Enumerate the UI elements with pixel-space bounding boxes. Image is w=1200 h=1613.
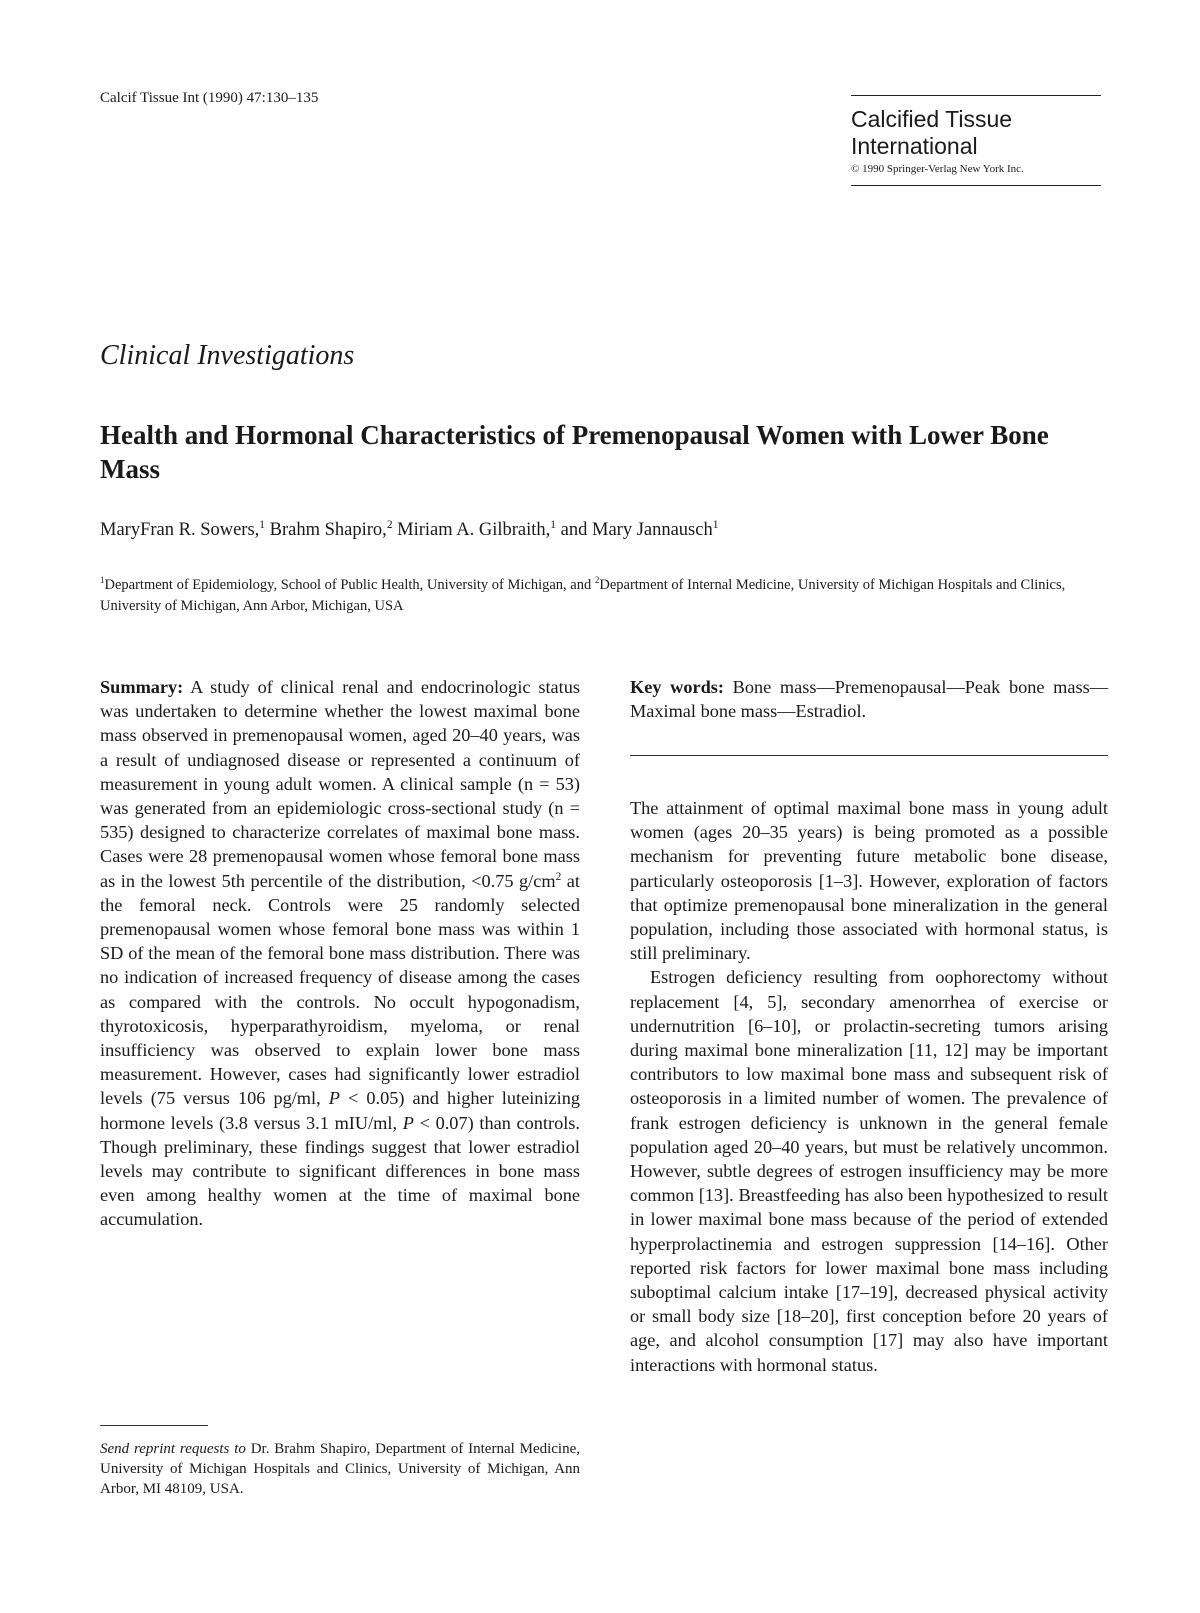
author-affiliation-mark: 1 — [712, 518, 719, 531]
abstract-summary — [100, 675, 580, 1232]
footnote-text: Dr. Brahm Shapiro, Department of Internal Medicine, University of Michigan Hospitals and Clinics, University of Michigan, Ann Arbor, MI 48109, USA. — [100, 1441, 581, 1497]
journal-citation: Calcif Tissue Int (1990) 47:130–135 — [100, 90, 319, 106]
section-heading: Clinical Investigations — [100, 340, 355, 371]
journal-logo-box — [851, 95, 1101, 186]
p-value-symbol: P — [328, 1088, 340, 1109]
author-list — [100, 520, 718, 541]
journal-name — [851, 106, 1101, 160]
copyright-notice: © 1990 Springer-Verlag New York Inc. — [851, 163, 1024, 175]
author-affiliation-mark: 2 — [386, 518, 393, 531]
superscript: 2 — [555, 870, 562, 883]
author-affiliation-mark: 1 — [550, 518, 557, 531]
footnote-divider — [100, 1425, 208, 1426]
affiliation-text: Department of Epidemiology, School of Public Health, University of Michigan, and — [104, 577, 595, 593]
summary-text: at the femoral neck. Controls were 25 randomly selected premenopausal women whose femoral bone mass was within 1 SD of the mean of the femoral bone mass distribution. There was no indication of increased frequency of disease among the cases as compared with the controls. No occult hypogonadism, thyrotoxicosis, hyperparathyroidism, myeloma, or renal insufficiency was observed to explain lower bone mass measurement. However, cases had significantly lower estradiol levels (75 versus 106 pg/ml, — [100, 870, 580, 1109]
author-name: MaryFran R. Sowers, — [100, 520, 260, 540]
summary-label: Summary: — [100, 677, 184, 697]
keywords-text: Bone mass—Premenopausal—Peak bone mass—Maximal bone mass—Estradiol. — [630, 677, 1108, 722]
author-name: Brahm Shapiro, — [265, 520, 387, 540]
affiliations — [100, 575, 1110, 617]
author-affiliation-mark: 1 — [259, 518, 266, 531]
body-paragraph: Estrogen deficiency resulting from oophorectomy without replacement [4, 5], secondary amenorrhea of exercise or undernutrition [6–10], or prolactin-secreting tumors arising during maximal bone mineralization [11, 12] may be important contributors to low maximal bone mass and subsequent risk of osteoporosis in a limited number of women. The prevalence of frank estrogen deficiency is unknown in the general female population aged 20–40 years, but must be relatively uncommon. However, subtle degrees of estrogen insufficiency may be more common [13]. Breastfeeding has also been hypothesized to result in lower maximal bone mass because of the period of extended hyperprolactinemia and estrogen suppression [14–16]. Other reported risk factors for lower maximal bone mass including suboptimal calcium intake [17–19], decreased physical activity or small body size [18–20], first conception before 20 years of age, and alcohol consumption [17] may also have important interactions with hormonal status. — [630, 967, 1108, 1375]
author-name: and Mary Jannausch — [556, 520, 713, 540]
introduction-text — [630, 796, 1108, 1377]
summary-text: < 0.05) and higher luteinizing hormone levels (3.8 versus 3.1 mIU/ml, — [100, 1088, 580, 1133]
body-paragraph: The attainment of optimal maximal bone mass in young adult women (ages 20–35 years) is being promoted as a possible mechanism for preventing future metabolic bone disease, particularly osteoporosis [1–3]. However, exploration of factors that optimize premenopausal bone mineralization in the general population, including those associated with hormonal status, is still preliminary. — [630, 798, 1108, 964]
footnote-label: Send reprint requests to — [100, 1441, 246, 1457]
summary-text: A study of clinical renal and endocrinologic status was undertaken to determine whether the lowest maximal bone mass observed in premenopausal women, aged 20–40 years, was a result of undiagnosed disease or represented a continuum of measurement in young adult women. A clinical sample (n = 53) was generated from an epidemiologic cross-sectional study (n = 535) designed to characterize correlates of maximal bone mass. Cases were 28 premenopausal women whose femoral bone mass as in the lowest 5th percentile of the distribution, <0.75 g/cm — [100, 677, 580, 891]
keywords-divider — [630, 755, 1108, 756]
affiliation-text: Department of Internal Medicine, University of Michigan Hospitals and Clinics, University of Michigan, Ann Arbor, Michigan, USA — [100, 577, 1066, 614]
affiliation-mark: 2 — [594, 575, 600, 586]
keywords — [630, 675, 1108, 723]
keywords-label: Key words: — [630, 677, 724, 697]
p-value-symbol: P — [402, 1112, 414, 1133]
journal-name-line-2: International — [851, 133, 978, 159]
summary-text: < 0.07) than controls. Though preliminary, these findings suggest that lower estradiol levels may contribute to significant differences in bone mass even among healthy women at the time of maximal bone accumulation. — [100, 1112, 580, 1230]
journal-name-line-1: Calcified Tissue — [851, 106, 1013, 132]
reprint-footnote — [100, 1439, 580, 1499]
affiliation-mark: 1 — [100, 575, 105, 586]
author-name: Miriam A. Gilbraith, — [392, 520, 551, 540]
article-title: Health and Hormonal Characteristics of Premenopausal Women with Lower Bone Mass — [100, 420, 1049, 484]
